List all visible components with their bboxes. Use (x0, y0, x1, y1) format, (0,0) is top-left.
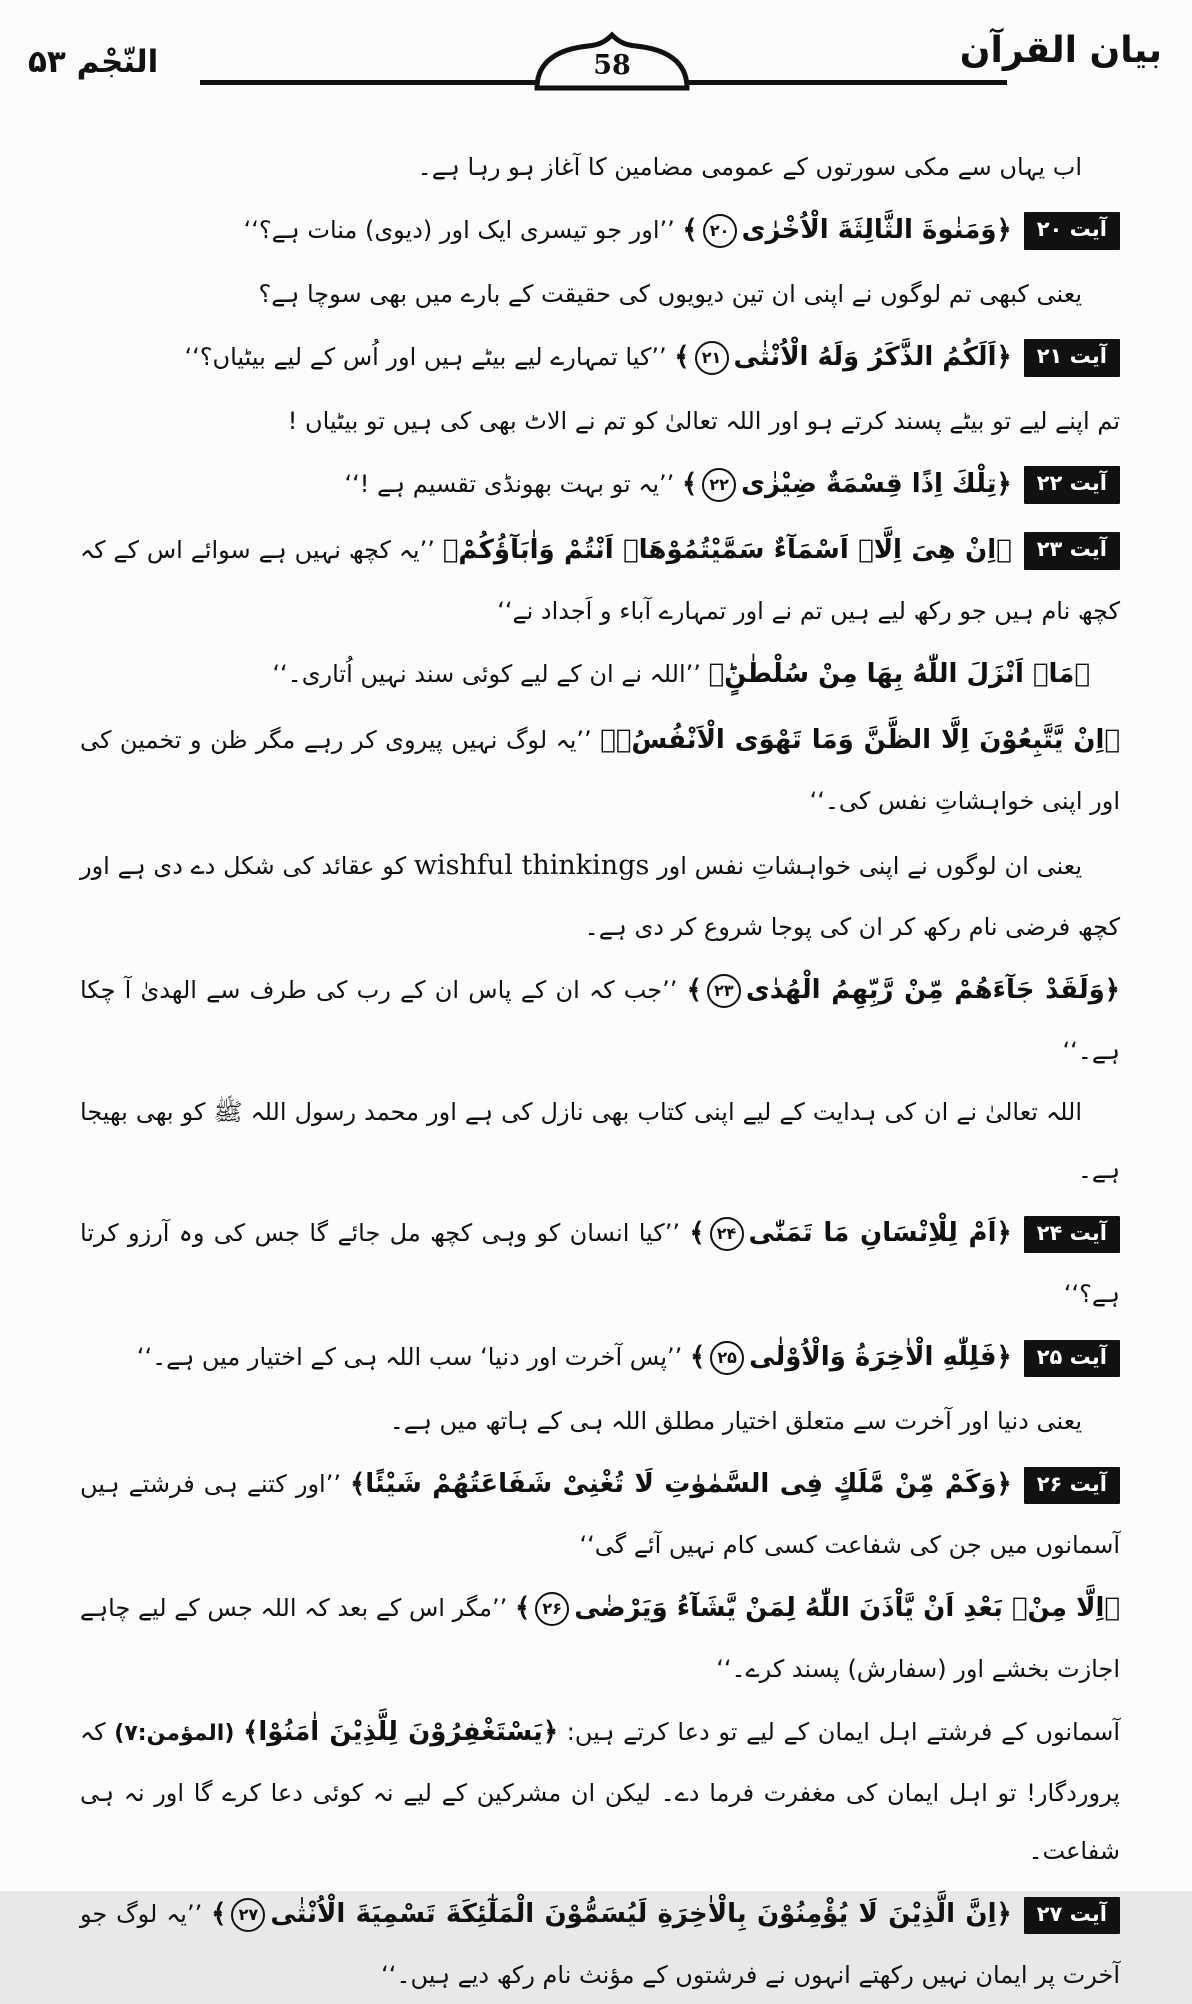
verse-translation: ’’اللہ نے ان کے لیے کوئی سند نہیں اُتاری۔‘‘ (272, 659, 701, 688)
arabic-verse: ﴿مَاۤ اَنْزَلَ اللّٰهُ بِهَا مِنْ سُلْطٰنٍؕ﴾ (708, 658, 1090, 689)
page-content (0, 128, 1192, 2004)
commentary-paragraph (80, 1392, 1120, 1450)
intro-text: اب یہاں سے مکی سورتوں کے عمومی مضامین کا آغاز ہو رہا ہے۔ (417, 153, 1082, 181)
arabic-verse: ﴿اَمْ لِلْاِنْسَانِ مَا تَمَنّٰی (748, 1218, 1012, 1249)
verse-row-20 (80, 199, 1120, 262)
verse-row-22 (80, 453, 1120, 516)
verse-translation: ’’کیا تمہارے لیے بیٹے ہیں اور اُس کے لیے بیٹیاں؟‘‘ (184, 343, 667, 372)
verse-number-circle: ۲۵ (710, 1341, 744, 1375)
commentary-text: یعنی دنیا اور آخرت سے متعلق اختیار مطلق اللہ ہی کے ہاتھ میں ہے۔ (389, 1407, 1082, 1436)
quote-row (80, 959, 1120, 1080)
commentary-text: آسمانوں کے فرشتے اہل ایمان کے لیے تو دعا کرتے ہیں: (558, 1718, 1121, 1747)
arabic-verse: ﴿اِلَّا مِنْۢ بَعْدِ اَنْ يَّاْذَنَ اللّٰهُ لِمَنْ يَّشَآءُ وَيَرْضٰی (574, 1593, 1120, 1624)
verse-number-circle: ۲۴ (710, 1217, 744, 1251)
verse-close-bracket: ﴾ (211, 1899, 227, 1930)
verse-translation: ’’اور جو تیسری ایک اور (دیوی) منات ہے؟‘‘ (243, 216, 675, 245)
verse-translation: ’’اور کتنے ہی فرشتے ہیں آسمانوں میں جن کی شفاعت کسی کام نہیں آئے گی‘‘ (80, 1470, 1120, 1560)
surah-title (28, 44, 158, 80)
commentary-text: کو عقائد کی شکل دے دی ہے اور کچھ فرضی نام رکھ کر ان کی پوجا شروع کر دی ہے۔ (80, 851, 1120, 942)
arabic-verse: ﴿اِنْ يَّتَّبِعُوْنَ اِلَّا الظَّنَّ وَمَا تَهْوَی الْاَنْفُسُۚ﴾ (600, 724, 1120, 755)
verse-number-circle: ۲۰ (703, 214, 737, 248)
intro-paragraph (80, 138, 1120, 196)
commentary-paragraph (80, 265, 1120, 323)
verse-translation: ’’یہ کچھ نہیں ہے سوائے اس کے کہ کچھ نام ہیں جو رکھ لیے ہیں تم نے اور تمہارے آباء و اَجداد نے‘‘ (80, 535, 1120, 625)
verse-translation: ’’یہ لوگ نہیں پیروی کر رہے مگر ظن و تخمین کی اور اپنی خواہشاتِ نفس کی۔‘‘ (80, 725, 1120, 815)
verse-number-circle: ۲۳ (707, 974, 741, 1008)
verse-translation: ’’جب کہ ان کے پاس ان کے رب کی طرف سے الھدیٰ آ چکا ہے۔‘‘ (80, 976, 1120, 1066)
verse-close-bracket: ﴾ (514, 1593, 531, 1624)
commentary-paragraph (80, 1701, 1120, 1880)
arabic-verse: ﴿وَمَنٰوةَ الثَّالِثَةَ الْاُخْرٰی (741, 215, 1012, 246)
commentary-paragraph (80, 392, 1120, 450)
verse-marker: آیت ۲۰ (1024, 212, 1120, 249)
quote-row (80, 643, 1120, 706)
inline-arabic-quote: ﴿يَسْتَغْفِرُوْنَ لِلَّذِيْنَ اٰمَنُوْا﴾ (243, 1717, 559, 1748)
verse-marker: آیت ۲۱ (1024, 339, 1120, 376)
verse-row-21 (80, 326, 1120, 389)
verse-close-bracket: ﴾ (681, 469, 698, 500)
verse-translation: ’’کیا انسان کو وہی کچھ مل جائے گا جس کی وہ آرزو کرتا ہے؟‘‘ (80, 1219, 1120, 1309)
commentary-text: یعنی ان لوگوں نے اپنی خواہشاتِ نفس اور (649, 851, 1082, 880)
arabic-verse: ﴿تِلْكَ اِذًا قِسْمَةٌ ضِيْزٰی (741, 469, 1012, 500)
commentary-paragraph (80, 833, 1120, 956)
verse-close-bracket: ﴾ (689, 1218, 705, 1249)
verse-row-26 (80, 1453, 1120, 1574)
verse-number-circle: ۲۱ (695, 341, 729, 375)
verse-row-27 (80, 1883, 1120, 2004)
verse-row-24 (80, 1202, 1120, 1323)
verse-close-bracket: ﴾ (682, 215, 698, 246)
verse-number-circle: ۲۷ (231, 1898, 265, 1932)
page-number: 58 (593, 50, 631, 81)
surah-name: النّجْم (76, 44, 159, 80)
commentary-text: یعنی کبھی تم لوگوں نے اپنی ان تین دیویوں کی حقیقت کے بارے میں بھی سوچا ہے؟ (258, 279, 1082, 308)
verse-row-25 (80, 1326, 1120, 1389)
verse-translation: ’’یہ تو بہت بھونڈی تقسیم ہے !‘‘ (344, 470, 675, 499)
surah-number: ۵۳ (28, 44, 66, 80)
quote-row (80, 709, 1120, 830)
inline-english: wishful thinkings (413, 849, 650, 881)
verse-translation: ’’پس آخرت اور دنیا‘ سب اللہ ہی کے اختیار میں ہے۔‘‘ (136, 1343, 683, 1372)
verse-row-23 (80, 519, 1120, 640)
arabic-verse: ﴿وَلَقَدْ جَآءَهُمْ مِّنْ رَّبِّهِمُ الْهُدٰی (745, 975, 1120, 1006)
quran-reference: (المؤمن:۷) (105, 1721, 244, 1747)
arabic-verse: ﴿وَكَمْ مِّنْ مَّلَكٍ فِی السَّمٰوٰتِ لَا تُغْنِیْ شَفَاعَتُهُمْ شَيْئًا﴾ (350, 1469, 1012, 1500)
arabic-verse: ﴿فَلِلّٰهِ الْاٰخِرَةُ وَالْاُوْلٰی (749, 1342, 1012, 1373)
verse-marker: آیت ۲۴ (1024, 1216, 1120, 1253)
book-title: بيان القرآن (959, 30, 1162, 71)
verse-marker: آیت ۲۳ (1024, 532, 1120, 569)
verse-translation: ’’یہ لوگ جو آخرت پر ایمان نہیں رکھتے انہوں نے فرشتوں کے مؤنث نام رکھ دیے ہیں۔‘‘ (80, 1900, 1120, 1990)
verse-number-circle: ۲۶ (535, 1592, 569, 1626)
verse-close-bracket: ﴾ (689, 1342, 706, 1373)
verse-close-bracket: ﴾ (674, 342, 690, 373)
page-header (0, 0, 1192, 128)
arabic-verse: ﴿اِنْ هِیَ اِلَّاۤ اَسْمَآءٌ سَمَّيْتُمُوْهَاۤ اَنْتُمْ وَاٰبَآؤُكُمْ﴾ (442, 534, 1012, 565)
verse-marker: آیت ۲۶ (1024, 1467, 1120, 1504)
verse-close-bracket: ﴾ (686, 975, 702, 1006)
arabic-verse: ﴿اِنَّ الَّذِيْنَ لَا يُؤْمِنُوْنَ بِالْاٰخِرَةِ لَيُسَمُّوْنَ الْمَلٰٓئِكَةَ تَسْمِيَةَ الْاُنْثٰی (270, 1899, 1012, 1930)
verse-number-circle: ۲۲ (702, 468, 736, 502)
page-number-dome (532, 36, 692, 88)
commentary-paragraph (80, 1083, 1120, 1199)
commentary-text: اللہ تعالیٰ نے ان کی ہدایت کے لیے اپنی کتاب بھی نازل کی ہے اور محمد رسول اللہ ﷺ کو بھی بھیجا ہے۔ (80, 1098, 1120, 1185)
commentary-text: کہ پروردگار! تو اہل ایمان کی مغفرت فرما دے۔ لیکن ان مشرکین کے لیے نہ کوئی دعا کرے گا اور نہ ہی شفاعت۔ (80, 1718, 1120, 1866)
verse-marker: آیت ۲۵ (1024, 1340, 1120, 1377)
arabic-verse: ﴿اَلَكُمُ الذَّكَرُ وَلَهُ الْاُنْثٰی (733, 342, 1012, 373)
verse-marker: آیت ۲۲ (1024, 466, 1120, 503)
verse-translation: ’’مگر اس کے بعد کہ اللہ جس کے لیے چاہے اجازت بخشے اور (سفارش) پسند کرے۔‘‘ (80, 1594, 1120, 1684)
verse-marker: آیت ۲۷ (1024, 1897, 1120, 1934)
quote-row (80, 1577, 1120, 1698)
commentary-text: تم اپنے لیے تو بیٹے پسند کرتے ہو اور اللہ تعالیٰ کو تم نے الاٹ بھی کی ہیں تو بیٹیاں ! (287, 406, 1120, 435)
